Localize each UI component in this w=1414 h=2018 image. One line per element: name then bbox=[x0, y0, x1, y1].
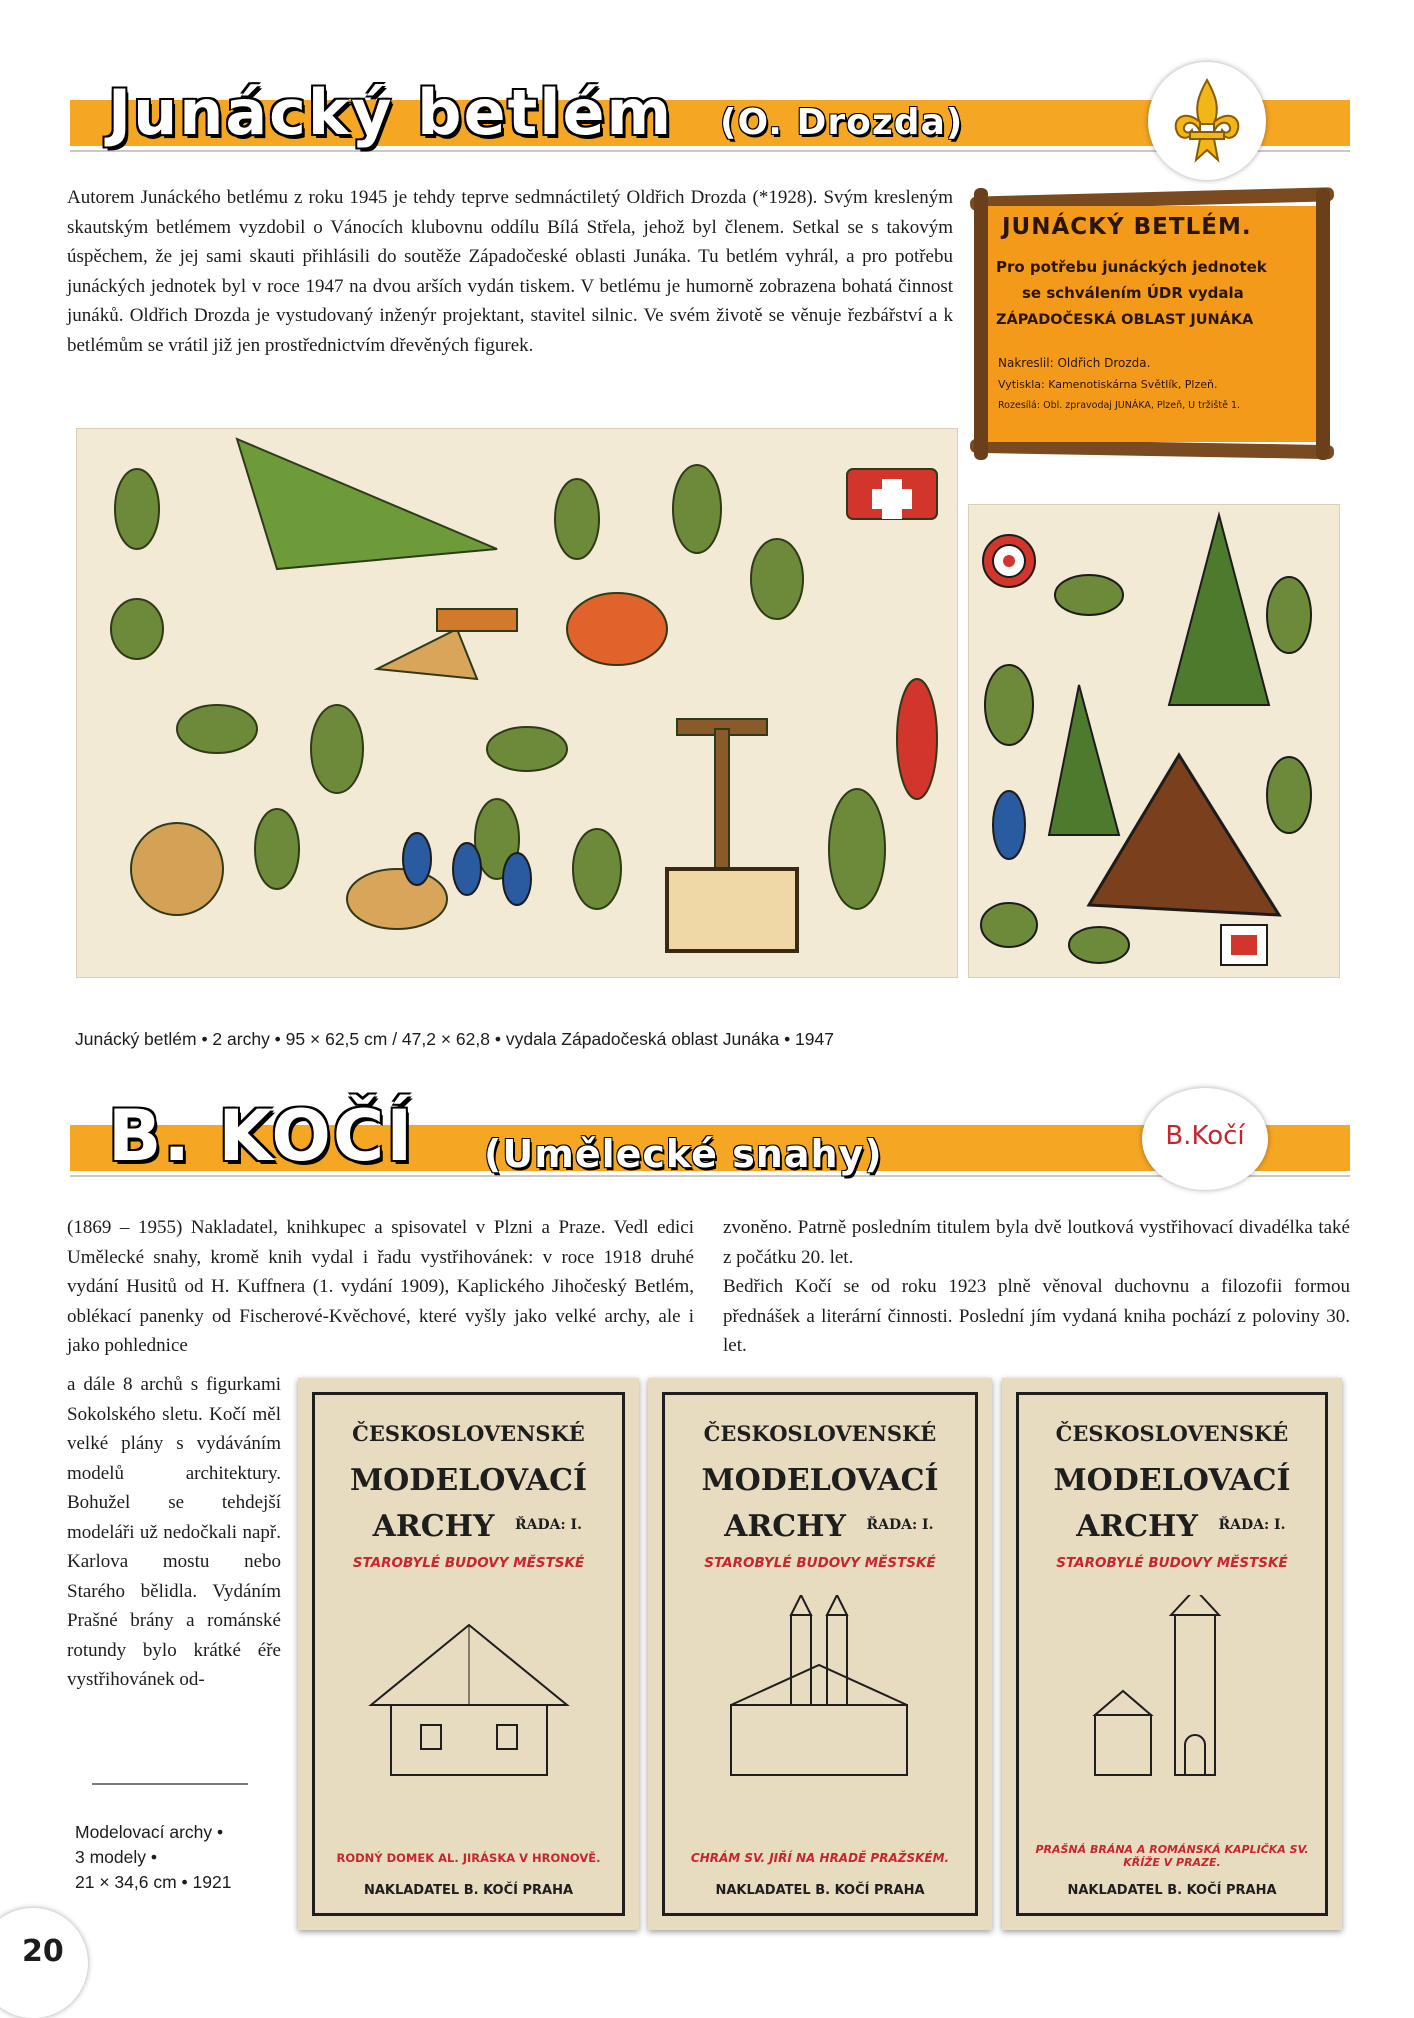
cover-3-publisher: NAKLADATEL B. KOČÍ PRAHA bbox=[1067, 1883, 1277, 1898]
sign-line1: JUNÁCKÝ BETLÉM. bbox=[1002, 214, 1252, 240]
section1-paragraph-text: Autorem Junáckého betlému z roku 1945 je tehdy teprve sedmnáctiletý Oldřich Drozda (*1928). Svým kresleným skautským betlémem vyzdobil o Vánocích klubovnu oddílu Bílá Střela, jehož byl členem. Setkal se s takovým úspěchem, že jej sami skauti přihlásili do soutěže Západočeské oblasti Junáka. Tu betlém vyhrál, a pro potřebu junáckých jednotek byl v roce 1947 na dvou arších vydán tiskem. V betlému je humorně zobrazena bohatá činnost junáků. Oldřich Drozda je vystudovaný inženýr projektant, stavitel silnic. Ve svém životě se věnuje řezbářství a k betlémům se vrátil již jen prostřednictvím dřevěných figurek. bbox=[67, 187, 953, 356]
betlem-sheet-1-image bbox=[76, 428, 958, 978]
sign-line4: ZÁPADOČESKÁ OBLAST JUNÁKA bbox=[996, 312, 1254, 328]
betlem-sheet-2-image bbox=[968, 504, 1340, 978]
fleur-de-lis-icon bbox=[1148, 62, 1266, 180]
cover-1-heading2: MODELOVACÍ bbox=[349, 1463, 588, 1498]
section2-left-narrow-text: a dále 8 archů s figurkami Sokolského sletu. Kočí měl velké plány s vydáváním modelů architektury. Bohužel se tehdejší modeláři už nedočkali např. Karlova mostu nebo Starého bělidla. Vydáním Prašné brány a románské rotundy bylo krátké éře vystřihovánek od- bbox=[67, 1374, 281, 1690]
cover-1-series-title: STAROBYLÉ BUDOVY MĚSTSKÉ bbox=[352, 1555, 585, 1571]
cover-3-frame bbox=[1016, 1392, 1328, 1916]
cover-3-heading2: MODELOVACÍ bbox=[1053, 1463, 1291, 1498]
betlem-sign-image bbox=[966, 184, 1338, 466]
section2-logo-text: B.Kočí bbox=[1165, 1121, 1245, 1151]
sign-frame-right bbox=[1316, 188, 1330, 460]
betlem-sheet-1-drawing bbox=[77, 429, 957, 977]
betlem-sheet-2-drawing bbox=[969, 505, 1339, 977]
section2-right-para2: Bedřich Kočí se od roku 1923 plně věnoval duchovnu a filozofii formou přednášek a literární činnosti. Poslední jím vydaná kniha pochází z poloviny 30. let. bbox=[723, 1276, 1350, 1356]
sign-line3: se schválením ÚDR vydala bbox=[1022, 284, 1244, 302]
cover-1-house-drawing bbox=[351, 1595, 587, 1795]
sign-board bbox=[988, 206, 1316, 442]
cover-2-frame bbox=[662, 1392, 978, 1916]
page-number: 20 bbox=[22, 1934, 64, 1969]
section1-title: Junácký betlém bbox=[108, 76, 674, 149]
section1-caption: Junácký betlém • 2 archy • 95 × 62,5 cm / 47,2 × 62,8 • vydala Západočeská oblast Junáka • 1947 bbox=[75, 1029, 834, 1049]
cover-1-heading3: ARCHY bbox=[372, 1509, 495, 1544]
cover-3-series-title: STAROBYLÉ BUDOVY MĚSTSKÉ bbox=[1056, 1555, 1288, 1571]
section2-subtitle: (Umělecké snahy) bbox=[484, 1132, 883, 1176]
sign-line2: Pro potřebu junáckých jednotek bbox=[996, 258, 1267, 276]
cover-1-publisher: NAKLADATEL B. KOČÍ PRAHA bbox=[363, 1883, 574, 1898]
section2-title: B. KOČÍ bbox=[108, 1095, 415, 1177]
section2-left-top-text: (1869 – 1955) Nakladatel, knihkupec a spisovatel v Plzni a Praze. Vedl edici Umělecké snahy, kromě knih vydal i řadu vystřihovánek: v roce 1918 druhé vydání Husitů od H. Kuffnera (1. vydání 1909), Kaplického Jihočeský Betlém, oblékací panenky od Fischerové-Kvěchové, které vyšly jako velké archy, ale i jako pohlednice bbox=[67, 1217, 694, 1356]
section2-caption-line3: 21 × 34,6 cm • 1921 bbox=[75, 1872, 232, 1892]
sign-line7: Rozesílá: Obl. zpravodaj JUNÁKA, Plzeň, U tržiště 1. bbox=[998, 400, 1241, 411]
sign-frame-left bbox=[974, 188, 988, 460]
cover-1-series: ŘADA: I. bbox=[515, 1517, 582, 1533]
cover-1-model: RODNÝ DOMEK AL. JIRÁSKA V HRONOVĚ. bbox=[336, 1851, 601, 1865]
cover-2-heading3: ARCHY bbox=[724, 1509, 846, 1544]
cover-2-series: ŘADA: I. bbox=[866, 1517, 934, 1533]
cover-1 bbox=[298, 1378, 639, 1930]
cover-3-series: ŘADA: I. bbox=[1218, 1517, 1286, 1533]
section1-emblem bbox=[1148, 62, 1266, 180]
section2-caption-rule bbox=[92, 1783, 248, 1785]
section2-left-top bbox=[67, 1213, 694, 1361]
cover-1-frame bbox=[312, 1392, 625, 1916]
section2-caption-line1: Modelovací archy • bbox=[75, 1822, 224, 1842]
cover-3-model: PRAŠNÁ BRÁNA A ROMÁNSKÁ KAPLIČKA SV. KŘÍŽE V PRAZE. bbox=[1035, 1843, 1309, 1869]
cover-3-tower-drawing bbox=[1055, 1595, 1291, 1795]
section2-caption-line2: 3 modely • bbox=[75, 1847, 157, 1867]
sign-line5: Nakreslil: Oldřich Drozda. bbox=[998, 356, 1151, 370]
section2-logo bbox=[1142, 1088, 1268, 1190]
sign-line6: Vytiskla: Kamenotiskárna Světlík, Plzeň. bbox=[998, 378, 1218, 391]
cover-3 bbox=[1002, 1378, 1342, 1930]
cover-1-heading1: ČESKOSLOVENSKÉ bbox=[352, 1421, 585, 1446]
cover-3-heading3: ARCHY bbox=[1076, 1509, 1198, 1544]
cover-2-model: CHRÁM SV. JIŘÍ NA HRADĚ PRAŽSKÉM. bbox=[690, 1851, 950, 1865]
cover-2-publisher: NAKLADATEL B. KOČÍ PRAHA bbox=[715, 1883, 925, 1898]
cover-3-heading1: ČESKOSLOVENSKÉ bbox=[1055, 1421, 1289, 1446]
cover-2-church-drawing bbox=[701, 1595, 937, 1795]
cover-2-series-title: STAROBYLÉ BUDOVY MĚSTSKÉ bbox=[704, 1555, 936, 1571]
cover-2-heading2: MODELOVACÍ bbox=[701, 1463, 939, 1498]
section2-left-narrow bbox=[67, 1370, 281, 1695]
cover-2-heading1: ČESKOSLOVENSKÉ bbox=[703, 1421, 937, 1446]
cover-2 bbox=[648, 1378, 992, 1930]
section2-right bbox=[723, 1213, 1350, 1361]
section1-paragraph bbox=[67, 183, 953, 360]
section2-right-para1: zvoněno. Patrně posledním titulem byla dvě loutková vystřihovací divadélka také z počátku 20. let. bbox=[723, 1217, 1350, 1268]
section1-subtitle: (O. Drozda) bbox=[720, 102, 964, 143]
